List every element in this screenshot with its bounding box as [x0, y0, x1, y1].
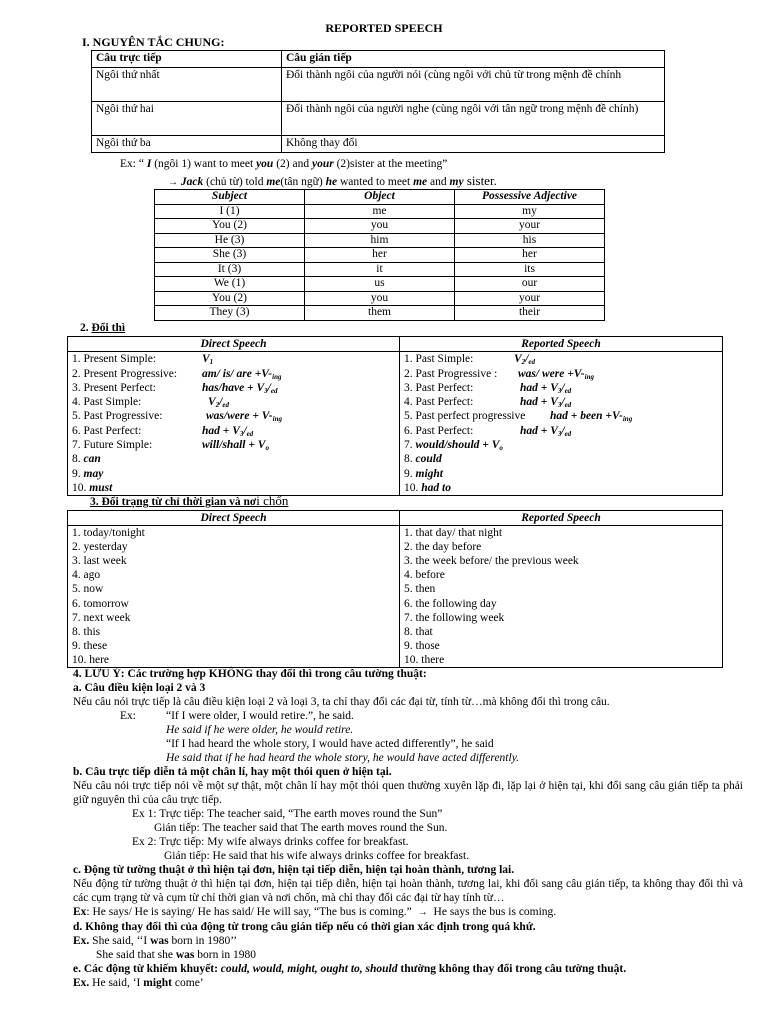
example-direct: Ex: “ I (ngôi 1) want to meet you (2) and your (2)sister at the meeting”	[120, 158, 448, 170]
rules-cell: Ngôi thứ ba	[92, 136, 282, 153]
table-row: They (3) them their	[155, 306, 605, 321]
pronoun-header-subject: Subject	[155, 190, 305, 205]
table-row: You (2) you your	[155, 291, 605, 306]
tense-header-direct: Direct Speech	[68, 337, 400, 352]
adverb-header-reported: Reported Speech	[400, 511, 723, 526]
rules-cell: Không thay đổi	[282, 136, 665, 153]
table-row: It (3) it its	[155, 262, 605, 277]
table-row: We (1) us our	[155, 277, 605, 292]
note-e-example: Ex. He said, ‘I might come’	[73, 977, 204, 989]
note-d-example1: Ex. She said, ‘‘I was born in 1980’’	[73, 935, 238, 947]
arrow-icon: →	[168, 177, 178, 188]
example-reported: → Jack (chủ từ) told me(tân ngữ) he wanted to meet me and my sister.	[168, 173, 497, 188]
rules-cell: Đổi thành ngôi của người nghe (cùng ngôi với tân ngữ trong mệnh đề chính)	[282, 102, 665, 136]
tense-reported-list: 1. Past Simple: $V_2/_{ed}$ 2. Past Progressive : was/ were $+V-_{ing}$ 3. Past Perfect: had + $V_3/_{ed}$ 4. Past Perfect: had + $V_3/_{ed}$ 5. Past perfect progressive had + been $+V-_{ing}$ 6. Past Perfect: had + $V_3/_{ed}$ 7. would/should + $V_o$ 8. could 9. might 10. had to	[400, 352, 723, 496]
rules-header-direct: Câu trực tiếp	[92, 51, 282, 68]
note-d-example2: She said that she was born in 1980	[96, 949, 257, 961]
section2-heading: 2. Đổi thì	[80, 322, 126, 334]
note-c-heading: c. Động từ tường thuật ở thì hiện tại đơn, hiện tại tiếp diễn, hiện tại hoàn thành, tương lai.	[73, 864, 515, 876]
section4: 4. LƯU Ý: Các trường hợp KHÔNG thay đổi thì trong câu tường thuật: a. Câu điều kiện loại 2 và 3 Nếu câu nói trực tiếp là câu điều kiện loại 2 và loại 3, ta chỉ thay đổi các đại từ, tính từ…mà không đổi thì trong câu. Ex: “If I were older, I would retire.”, he said. He said if he were older, he would retire. “If I had heard the whole story, I would have acted differently”, he said He said that if he had heard the whole story, he would have acted differently. b. Câu trực tiếp diễn tả một chân lí, hay một thói quen ở hiện tại. Nếu câu nói trực tiếp nói về một sự thật, một chân lí hay một thói quen thường xuyên lặp đi, lặp lại ở hiện tại, khi đổi sang câu gián tiếp ta phải giữ nguyên thì của câu trực tiếp. Ex 1: Trực tiếp: The teacher said, “The earth moves round the Sun” Gián tiếp: The teacher said that The earth moves round the Sun. Ex 2: Trực tiếp: My wife always drinks coffee for breakfast. Gián tiếp: He said that his wife always drinks coffee for breakfast. c. Động từ tường thuật ở thì hiện tại đơn, hiện tại tiếp diễn, hiện tại hoàn thành, tương lai. Nếu động từ tường thuật ở thì hiện tại đơn, hiện tại tiếp diễn, hiện tại hoàn thành, tương lai, khi đổi sang câu gián tiếp, ta không thay đổi thì và các cụm trạng từ và cụm từ chỉ thời gian và nơi chốn, mà chỉ thay đổi các đại từ hay tính từ… Ex: He says/ He is saying/ He has said/ He will say, “The bus is coming.” → He says the bus is coming. d. Không thay đổi thì của động từ trong câu gián tiếp nếu có thời gian xác định trong quá khứ. Ex. She said, ‘‘I was born in 1980’’ She said that she was born in 1980 e. Các động từ khiếm khuyết: could, would, might, ought to, should thường không thay đổi trong câu tường thuật. Ex. He said, ‘I might come’	[73, 668, 743, 989]
note-a-heading: a. Câu điều kiện loại 2 và 3	[73, 682, 206, 694]
table-row: She (3) her her	[155, 248, 605, 263]
section3-heading: 3. Đổi trạng từ chỉ thời gian và nơi chốn	[90, 493, 289, 508]
adverb-reported-list: 1. that day/ that night 2. the day before 3. the week before/ the previous week 4. before 5. then 6. the following day 7. the following week 8. that 9. those 10. there	[400, 526, 723, 668]
adverb-table	[67, 510, 723, 668]
adverb-header-direct: Direct Speech	[68, 511, 400, 526]
pronoun-header-object: Object	[305, 190, 455, 205]
table-row: You (2) you your	[155, 219, 605, 234]
arrow-icon: →	[417, 907, 428, 918]
note-b-text: Nếu câu nói trực tiếp nói về một sự thật, một chân lí hay một thói quen thường xuyên lặp đi, lặp lại ở hiện tại, khi đổi sang câu gián tiếp ta phải giữ nguyên thì của câu trực tiếp.	[73, 780, 743, 806]
note-e-heading: e. Các động từ khiếm khuyết: could, would, might, ought to, should thường không thay đổi trong câu tường thuật.	[73, 963, 627, 975]
rules-cell: Đổi thành ngôi của người nói (cùng ngôi với chủ từ trong mệnh đề chính	[282, 68, 665, 102]
note-c-example: Ex: He says/ He is saying/ He has said/ He will say, “The bus is coming.” → He says the bus is coming.	[73, 906, 557, 918]
rules-table	[91, 50, 665, 153]
table-row: I (1) me my	[155, 204, 605, 219]
tense-table	[67, 336, 723, 496]
note-c-text: Nếu động từ tường thuật ở thì hiện tại đơn, hiện tại tiếp diễn, hiện tại hoàn thành, tương lai, khi đổi sang câu gián tiếp, ta không thay đổi thì và các cụm trạng từ và cụm từ chỉ thời gian và nơi chốn, mà chỉ thay đổi các đại từ hay tính từ…	[73, 878, 743, 904]
section1-heading: I. NGUYÊN TẮC CHUNG:	[82, 35, 225, 49]
note-d-heading: d. Không thay đổi thì của động từ trong câu gián tiếp nếu có thời gian xác định trong quá khứ.	[73, 921, 536, 933]
adverb-direct-list: 1. today/tonight 2. yesterday 3. last week 4. ago 5. now 6. tomorrow 7. next week 8. this 9. these 10. here	[68, 526, 400, 668]
rules-cell: Ngôi thứ nhất	[92, 68, 282, 102]
tense-direct-list: 1. Present Simple: $V_1$ 2. Present Progressive: am/ is/ are $+V-_{ing}$ 3. Present Perfect: has/have + $V_3/_{ed}$ 4. Past Simple: $V_2/_{ed}$ 5. Past Progressive: was/were + $V-_{ing}$ 6. Past Perfect: had + $V_3/_{ed}$ 7. Future Simple: will/shall + $V_o$ 8. can 9. may 10. must	[68, 352, 400, 496]
tense-header-reported: Reported Speech	[400, 337, 723, 352]
page-title: REPORTED SPEECH	[325, 21, 443, 35]
section4-heading: 4. LƯU Ý: Các trường hợp KHÔNG thay đổi thì trong câu tường thuật:	[73, 668, 427, 680]
note-a-text: Nếu câu nói trực tiếp là câu điều kiện loại 2 và loại 3, ta chỉ thay đổi các đại từ, tính từ…mà không đổi thì trong câu.	[73, 696, 610, 708]
rules-cell: Ngôi thứ hai	[92, 102, 282, 136]
rules-header-indirect: Câu gián tiếp	[282, 51, 665, 68]
table-row: He (3) him his	[155, 233, 605, 248]
note-a-examples: Ex: “If I were older, I would retire.”, he said. He said if he were older, he would retire. “If I had heard the whole story, I would have acted differently”, he said He said that if he had heard the whole story, he would have acted differently.	[120, 710, 520, 764]
pronoun-header-possessive: Possessive Adjective	[455, 190, 605, 205]
note-b-heading: b. Câu trực tiếp diễn tả một chân lí, hay một thói quen ở hiện tại.	[73, 766, 392, 778]
pronoun-table	[154, 189, 605, 321]
